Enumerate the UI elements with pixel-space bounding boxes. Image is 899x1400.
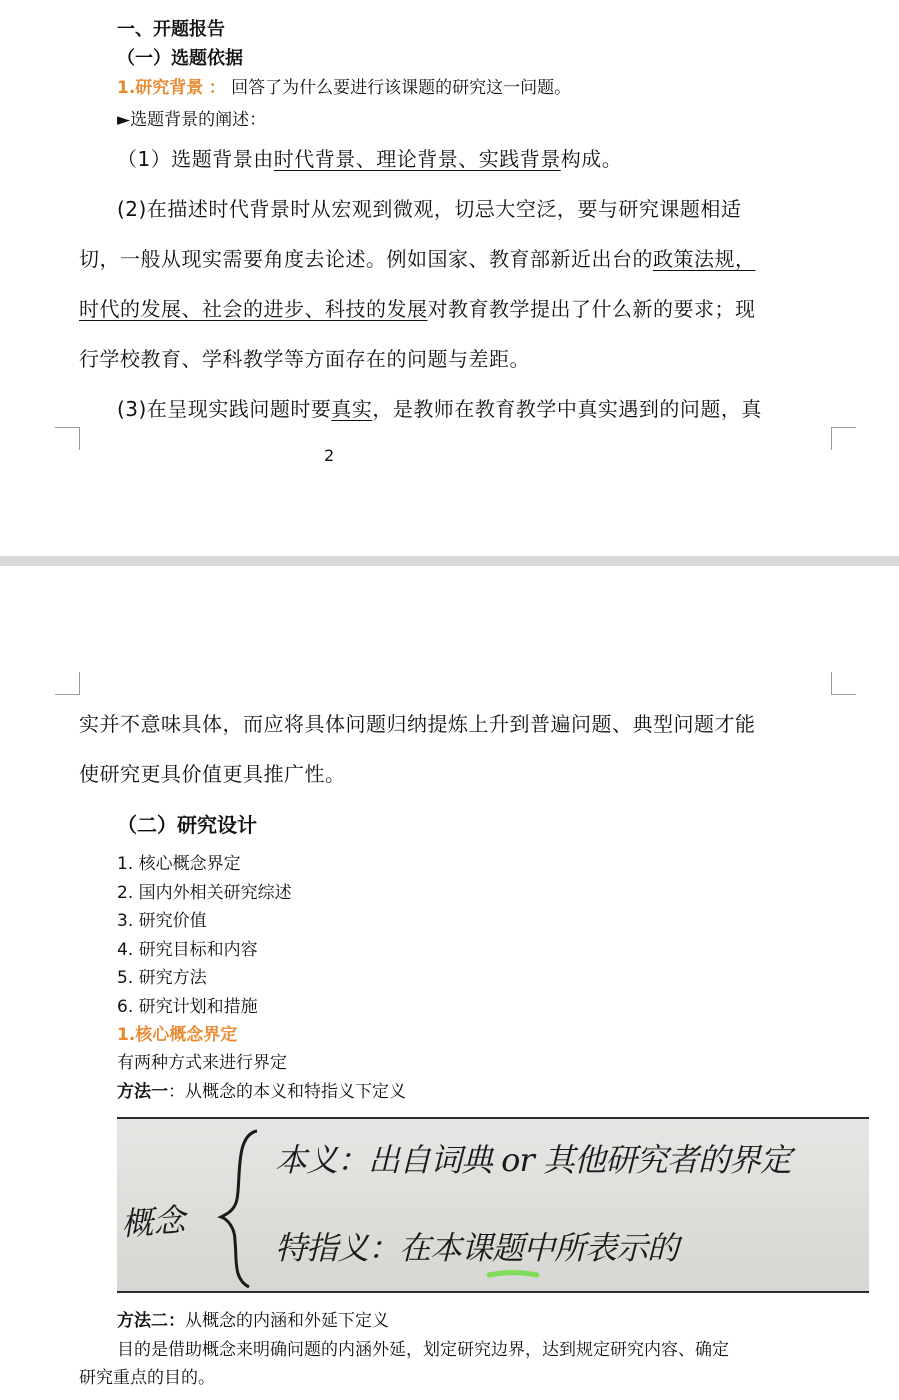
margin-corner-top-left [55, 672, 80, 695]
p3-underlined: 真实 [331, 397, 373, 421]
intro-line: 有两种方式来进行界定 [117, 1053, 287, 1073]
method-1-text: ：从概念的本义和特指义下定义 [168, 1082, 406, 1102]
paragraph-2-line-4: 行学校教育、学科教学等方面存在的问题与差距。 [79, 347, 530, 371]
background-colon: ： [208, 78, 226, 98]
p2-line2-underlined: 政策法规， [653, 247, 756, 271]
list-item-6: 6. 研究计划和措施 [117, 997, 258, 1017]
list-item-4: 4. 研究目标和内容 [117, 940, 258, 960]
p3-prefix: (3)在呈现实践问题时要 [117, 397, 332, 421]
background-desc: 回答了为什么要进行该课题的研究这一问题。 [231, 78, 572, 98]
page-separator [0, 556, 899, 566]
p2-line3-underlined: 时代的发展、社会的进步、科技的发展 [79, 297, 428, 321]
method-2-line [117, 1306, 389, 1331]
margin-corner-bottom-left [55, 427, 80, 450]
p1-prefix: （1）选题背景由 [117, 147, 274, 171]
p2-line2-prefix: 切，一般从现实需要角度去论述。例如国家、教育部新近出台的 [79, 247, 653, 271]
background-line [117, 73, 571, 98]
paragraph-1 [117, 143, 622, 172]
p1-underlined: 时代背景、理论背景、实践背景 [273, 147, 561, 171]
method-2-label: 方法二： [117, 1311, 185, 1331]
list-item-1: 1. 核心概念界定 [117, 854, 241, 874]
list-item-2: 2. 国内外相关研究综述 [117, 883, 292, 903]
heading-topic-basis: （一）选题依据 [117, 48, 243, 69]
paragraph-2-line-1: (2)在描述时代背景时从宏观到微观，切忌大空泛，要与研究课题相适 [117, 197, 742, 221]
method-1-line [117, 1077, 406, 1102]
continuation-line-2: 使研究更具价值更具推广性。 [79, 762, 346, 786]
heading-research-design: （二）研究设计 [117, 813, 257, 837]
purpose-line-1: 目的是借助概念来明确问题的内涵外延，划定研究边界，达到规定研究内容、确定 [117, 1340, 729, 1360]
paragraph-2-line-2 [79, 243, 756, 272]
handwritten-note-photo [117, 1117, 869, 1293]
bullet-item: ►选题背景的阐述： [117, 110, 267, 130]
handwriting-line-2: 特指义：在本课题中所表示的 [275, 1229, 679, 1267]
method-2-text: 从概念的内涵和外延下定义 [185, 1311, 389, 1331]
background-label: 1.研究背景 [117, 78, 204, 98]
paragraph-2-line-3 [79, 293, 756, 322]
heading-opening-report: 一、开题报告 [117, 19, 225, 40]
margin-corner-bottom-right [831, 427, 856, 450]
continuation-line-1: 实并不意味具体，而应将具体问题归纳提炼上升到普遍问题、典型问题才能 [79, 712, 756, 736]
p1-suffix: 构成。 [560, 147, 623, 171]
p3-suffix: ，是教师在教育教学中真实遇到的问题，真 [372, 397, 762, 421]
p2-line3-suffix: 对教育教学提出了什么新的要求；现 [427, 297, 756, 321]
paragraph-3 [117, 393, 762, 422]
handwriting-concept: 概念 [119, 1200, 187, 1244]
handwriting-line-1: 本义：出自词典 or 其他研究者的界定 [275, 1141, 791, 1179]
purpose-line-2: 研究重点的目的。 [79, 1368, 215, 1388]
margin-corner-top-right [831, 672, 856, 695]
list-item-3: 3. 研究价值 [117, 911, 207, 931]
list-item-5: 5. 研究方法 [117, 968, 207, 988]
section-core-concept: 1.核心概念界定 [117, 1025, 238, 1045]
method-1-label: 方法一 [117, 1082, 168, 1102]
page-number: 2 [324, 446, 335, 465]
